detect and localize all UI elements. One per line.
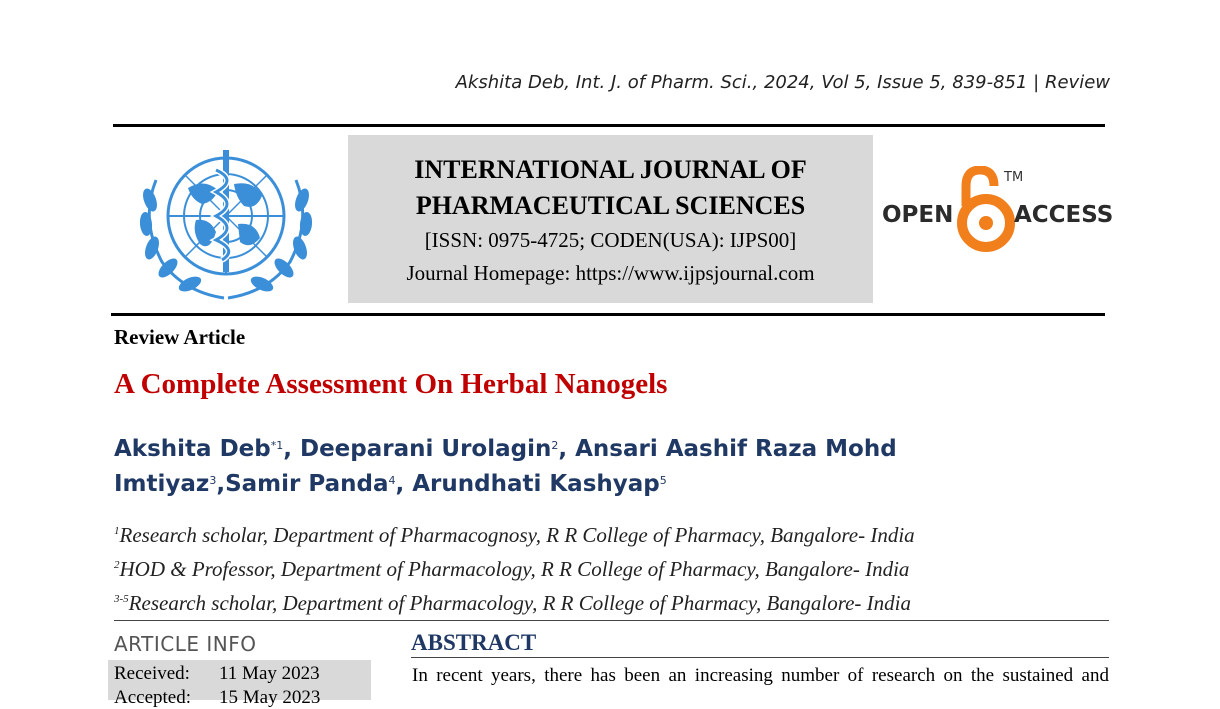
banner-bottom-rule bbox=[111, 313, 1105, 316]
abstract-text: In recent years, there has been an increasing number of research on the sustained and bbox=[412, 665, 1109, 686]
affiliation-item: $^2$HOD & Professor, Department of Pharmacology, R R College of Pharmacy, Bangalore- India bbox=[114, 557, 910, 581]
accepted-label: Accepted: bbox=[114, 687, 192, 708]
abstract-rule bbox=[411, 657, 1109, 658]
author-name: Samir Panda bbox=[225, 471, 389, 497]
journal-issn: [ISSN: 0975-4725; CODEN(USA): IJPS00] bbox=[424, 228, 797, 252]
author-mark: 2 bbox=[551, 439, 559, 452]
author-name: Akshita Deb bbox=[114, 436, 271, 462]
open-access-tm: TM bbox=[1004, 170, 1024, 185]
author-mark: 3 bbox=[209, 474, 217, 487]
top-rule bbox=[113, 124, 1105, 127]
article-type-label: Review Article bbox=[114, 325, 246, 349]
journal-banner bbox=[348, 135, 873, 303]
journal-title-line2: PHARMACEUTICAL SCIENCES bbox=[415, 191, 806, 220]
journal-emblem-logo bbox=[126, 140, 326, 306]
author-name: Arundhati Kashyap bbox=[412, 471, 660, 497]
author-list: Akshita Deb$^{*1}$, Deeparani Urolagin$^2$, Ansari Aashif Raza Mohd Imtiyaz$^3$,Samir Panda$^4$, Arundhati Kashyap$^5$ bbox=[114, 436, 897, 497]
open-access-open-text: OPEN bbox=[882, 202, 954, 228]
journal-title-line1: INTERNATIONAL JOURNAL OF bbox=[414, 155, 807, 184]
running-head: Akshita Deb, Int. J. of Pharm. Sci., 2024, Vol 5, Issue 5, 839-851 | Review bbox=[455, 72, 1110, 93]
journal-homepage: Journal Homepage: https://www.ijpsjournal.com bbox=[406, 261, 815, 285]
affiliation-item: $^1$Research scholar, Department of Pharmacognosy, R R College of Pharmacy, Bangalore- India bbox=[114, 523, 915, 547]
received-label: Received: bbox=[114, 663, 190, 684]
article-info-heading: ARTICLE INFO bbox=[114, 632, 257, 656]
affiliation-separator bbox=[114, 620, 1109, 621]
open-access-access-text: ACCESS bbox=[1014, 202, 1114, 228]
paper-title: A Complete Assessment On Herbal Nanogels bbox=[114, 368, 668, 400]
affiliation-list bbox=[114, 516, 915, 618]
affiliation-item: $^{3-5}$Research scholar, Department of Pharmacology, R R College of Pharmacy, Bangalore- India bbox=[114, 591, 911, 615]
author-name: Ansari Aashif Raza Mohd Imtiyaz bbox=[114, 436, 897, 497]
author-mark: 5 bbox=[659, 474, 667, 487]
author-mark: 4 bbox=[388, 474, 396, 487]
article-info-box bbox=[108, 660, 371, 708]
author-name: Deeparani Urolagin bbox=[299, 436, 552, 462]
open-access-logo bbox=[880, 166, 1114, 252]
accepted-date: 15 May 2023 bbox=[219, 687, 321, 708]
author-mark: *1 bbox=[270, 439, 284, 452]
abstract-heading: ABSTRACT bbox=[411, 630, 537, 655]
received-date: 11 May 2023 bbox=[219, 663, 320, 684]
